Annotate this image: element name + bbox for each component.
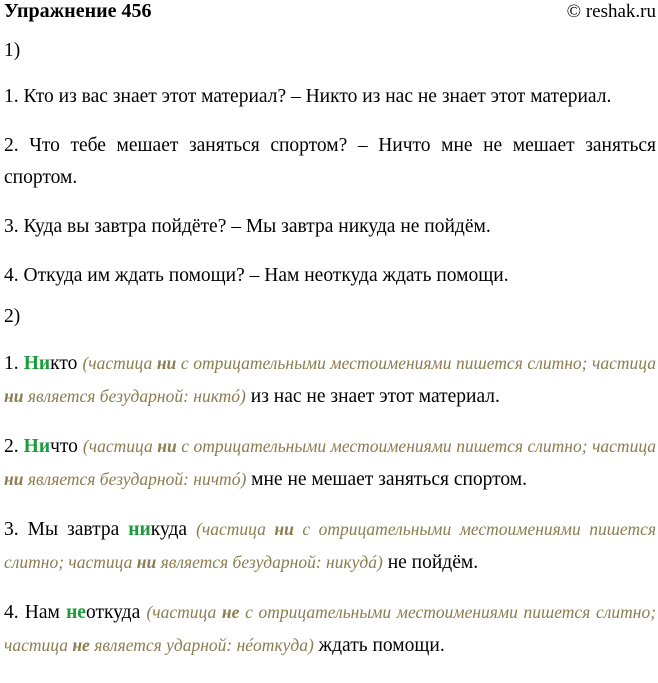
item-suffix: мне не мешает заняться спортом. <box>246 469 528 490</box>
highlighted-particle: ни <box>128 519 151 540</box>
header <box>4 0 656 26</box>
note-particle: не <box>72 635 90 655</box>
word-rest: кто <box>50 353 78 374</box>
note-text: является безударной: никудá) <box>156 552 383 572</box>
note-text: (частица <box>196 519 275 539</box>
item-prefix: 1. <box>4 353 24 374</box>
part-1-label: 1) <box>4 40 21 61</box>
note-text: с отрицательными местоимениями пишется слитно; частица <box>176 353 657 373</box>
highlighted-particle: Ни <box>23 353 51 374</box>
part-2-item-1 <box>4 347 656 413</box>
highlighted-particle: Ни <box>23 436 51 457</box>
part-2-label: 2) <box>4 306 21 327</box>
item-prefix: 4. Нам <box>4 602 67 623</box>
word-rest: откуда <box>85 602 141 623</box>
note-text: является безударной: никтó) <box>23 386 246 406</box>
note-particle: ни <box>274 519 294 539</box>
note-particle: ни <box>157 436 177 456</box>
item-suffix: не пойдём. <box>382 552 479 573</box>
item-prefix: 3. Мы завтра <box>4 519 129 540</box>
note-text: является безударной: ничтó) <box>23 469 247 489</box>
part-1-item-1: 1. Кто из вас знает этот материал? – Никто из нас не знает этот материал. <box>4 86 612 107</box>
note-text: (частица <box>82 436 158 456</box>
highlighted-particle: не <box>66 602 86 623</box>
item-prefix: 2. <box>4 436 24 457</box>
note-text: (частица <box>82 353 157 373</box>
part-1-item-3: 3. Куда вы завтра пойдёте? – Мы завтра никуда не пойдём. <box>4 216 491 237</box>
note-text: является ударной: нéоткуда) <box>89 635 314 655</box>
note-particle: ни <box>136 552 157 572</box>
part-2-item-2 <box>4 430 656 496</box>
part-2-item-3 <box>4 513 656 579</box>
note-text: с отрицательными местоимениями пишется слитно; частица <box>176 436 657 456</box>
exercise-title: Упражнение 456 <box>4 0 152 22</box>
item-suffix: ждать помощи. <box>313 635 445 656</box>
part-2-item-4 <box>4 596 656 662</box>
source-credit: © reshak.ru <box>566 1 656 22</box>
note-particle: ни <box>4 469 24 489</box>
word-rest: куда <box>150 519 188 540</box>
part-1-item-2: 2. Что тебе мешает заняться спортом? – Ничто мне не мешает заняться спортом. <box>4 135 656 188</box>
note-text: с отрицательными местоимениями пишется слитно; частица <box>4 602 657 655</box>
note-particle: ни <box>156 353 177 373</box>
note-text: (частица <box>146 602 222 622</box>
word-rest: что <box>50 436 78 457</box>
item-suffix: из нас не знает этот материал. <box>245 386 500 407</box>
exercise-page <box>4 0 656 662</box>
note-particle: не <box>221 602 240 622</box>
part-1-item-4: 4. Откуда им ждать помощи? – Нам неоткуда ждать помощи. <box>4 265 509 286</box>
note-particle: ни <box>4 386 24 406</box>
note-text: с отрицательными местоимениями пишется слитно; частица <box>4 519 657 572</box>
